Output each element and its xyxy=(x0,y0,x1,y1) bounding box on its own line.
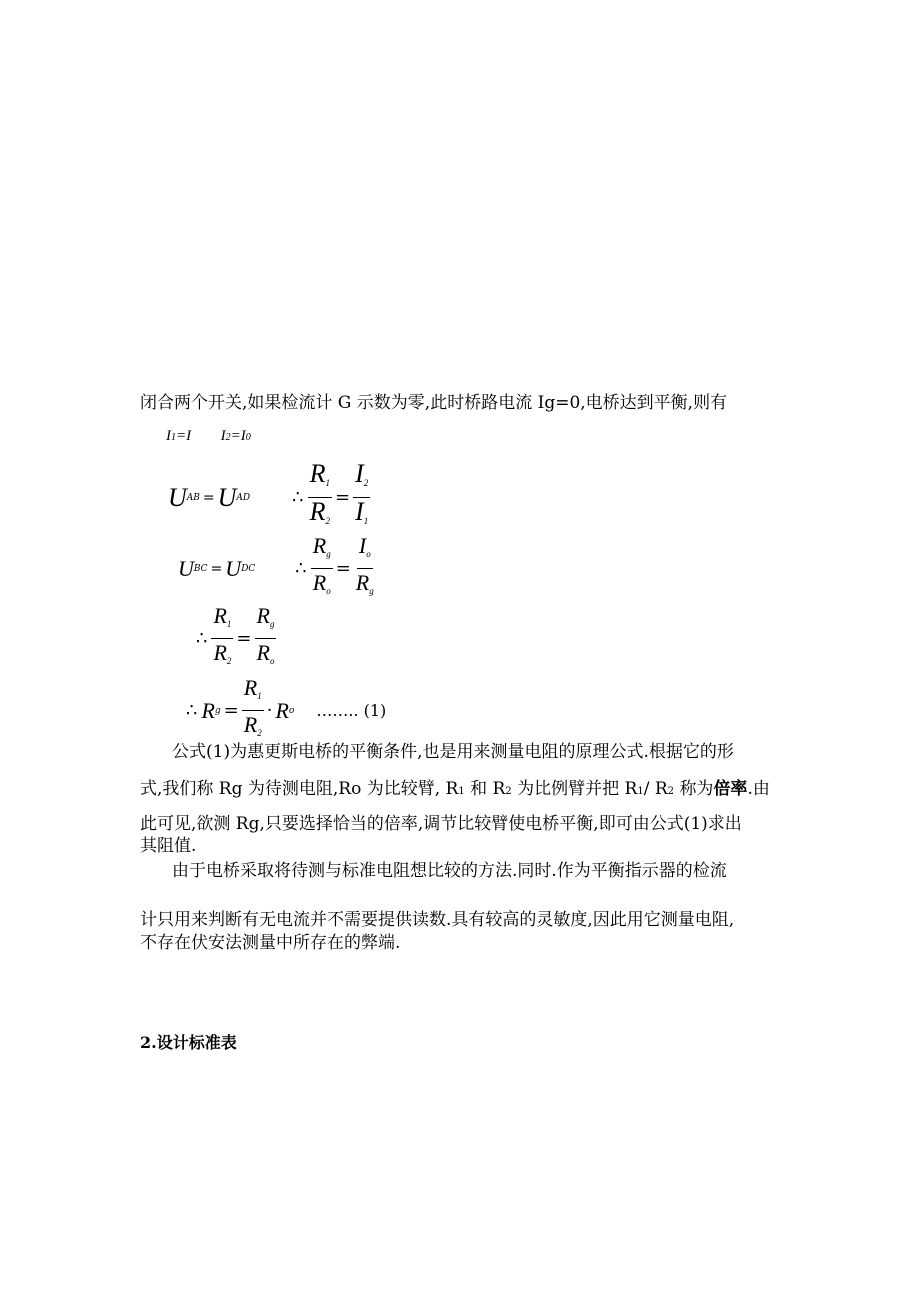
equation-row-1 xyxy=(168,460,370,535)
var: U xyxy=(225,555,242,581)
var: R xyxy=(275,697,289,723)
sub: o xyxy=(366,549,371,559)
equals: = xyxy=(210,560,223,577)
var: R xyxy=(213,640,227,665)
eq-text: =I xyxy=(176,428,192,444)
var: R xyxy=(312,533,327,558)
var: R xyxy=(355,570,370,595)
sub: AD xyxy=(236,492,251,503)
sub: 1 xyxy=(637,786,644,797)
sub: o xyxy=(269,656,275,666)
sub: o xyxy=(288,705,295,716)
equals: = xyxy=(223,700,239,721)
equation-row-2 xyxy=(178,532,376,605)
sub: 2 xyxy=(226,656,232,666)
sub: g xyxy=(214,705,221,716)
bold-term: 倍率 xyxy=(713,779,748,799)
fraction xyxy=(353,460,370,535)
eq-text: =I xyxy=(230,428,246,444)
sub: 2 xyxy=(325,516,330,526)
therefore-symbol: ∴ xyxy=(292,487,304,508)
text-run: 和 R xyxy=(470,779,506,799)
therefore-symbol: ∴ xyxy=(295,558,307,579)
equals: = xyxy=(202,489,215,506)
text-run: 为比例臂并把 R xyxy=(517,779,638,799)
sub: 2 xyxy=(225,432,231,443)
sub: 2 xyxy=(363,478,369,488)
sub: DC xyxy=(241,563,256,574)
dot-operator: · xyxy=(266,700,273,721)
fraction xyxy=(242,674,264,747)
sub: BC xyxy=(193,563,208,574)
fraction xyxy=(311,532,333,605)
current-i2: I xyxy=(220,428,226,444)
var: R xyxy=(213,603,227,628)
sub: g xyxy=(326,549,331,559)
paragraph-1-line-1: 公式(1)为惠更斯电桥的平衡条件,也是用来测量电阻的原理公式.根据它的形 xyxy=(172,742,734,762)
paragraph-2-line-3: 不存在伏安法测量中所存在的弊端. xyxy=(140,933,401,953)
sub: 2 xyxy=(505,786,512,797)
section-heading: 2.设计标准表 xyxy=(140,1033,237,1052)
var: R xyxy=(243,675,258,700)
equation-currents xyxy=(166,428,251,445)
sub: g xyxy=(369,586,374,596)
sub: 2 xyxy=(667,786,675,797)
var: I xyxy=(355,459,364,488)
sub: 2 xyxy=(257,728,262,738)
sub: 1 xyxy=(171,432,176,443)
paragraph-1-line-4: 其阻值. xyxy=(140,836,197,856)
var: R xyxy=(201,697,215,723)
fraction xyxy=(308,460,332,535)
current-i1: I xyxy=(166,428,171,444)
sub: AB xyxy=(186,492,200,503)
var: R xyxy=(256,640,270,665)
text-run: / R xyxy=(643,779,668,799)
intro-text: 闭合两个开关,如果检流计 G 示数为零,此时桥路电流 Ig=0,电桥达到平衡,则有 xyxy=(140,393,728,413)
sub: 1 xyxy=(226,619,232,629)
equation-row-3 xyxy=(196,602,276,675)
equals: = xyxy=(236,628,252,649)
equals: = xyxy=(334,487,351,508)
therefore-symbol: ∴ xyxy=(186,700,198,721)
paragraph-1-line-3: 此可见,欲测 Rg,只要选择恰当的倍率,调节比较臂使电桥平衡,即可由公式(1)求出 xyxy=(140,814,742,834)
fraction xyxy=(211,602,233,675)
var: I xyxy=(355,497,364,526)
var: R xyxy=(256,603,270,628)
var: I xyxy=(358,533,367,558)
var: U xyxy=(217,482,237,512)
var: R xyxy=(312,570,327,595)
equation-row-4 xyxy=(186,674,386,747)
sub: 1 xyxy=(363,516,369,526)
therefore-symbol: ∴ xyxy=(196,628,208,649)
paragraph-2-line-1: 由于电桥采取将待测与标准电阻想比较的方法.同时.作为平衡指示器的检流 xyxy=(172,861,727,881)
text-run: 式,我们称 Rg 为待测电阻,Ro 为比较臂, R xyxy=(140,779,459,799)
var: R xyxy=(309,497,326,526)
sub: 1 xyxy=(458,786,465,797)
var: R xyxy=(243,712,258,737)
var: U xyxy=(178,555,194,581)
var: U xyxy=(168,482,187,512)
sub: o xyxy=(326,586,331,596)
equals: = xyxy=(335,558,351,579)
fraction xyxy=(354,532,376,605)
fraction xyxy=(255,602,277,675)
sub: g xyxy=(269,619,275,629)
var: R xyxy=(309,459,326,488)
paragraph-2-line-2: 计只用来判断有无电流并不需要提供读数.具有较高的灵敏度,因此用它测量电阻, xyxy=(140,910,735,930)
paragraph-1-line-2 xyxy=(140,778,770,803)
equation-label: …….. (1) xyxy=(316,701,387,720)
text-run: .由 xyxy=(747,779,770,799)
sub: 1 xyxy=(257,691,262,701)
text-run: 称为 xyxy=(679,779,714,799)
sub: 1 xyxy=(325,478,330,488)
sub: 0 xyxy=(245,432,251,443)
